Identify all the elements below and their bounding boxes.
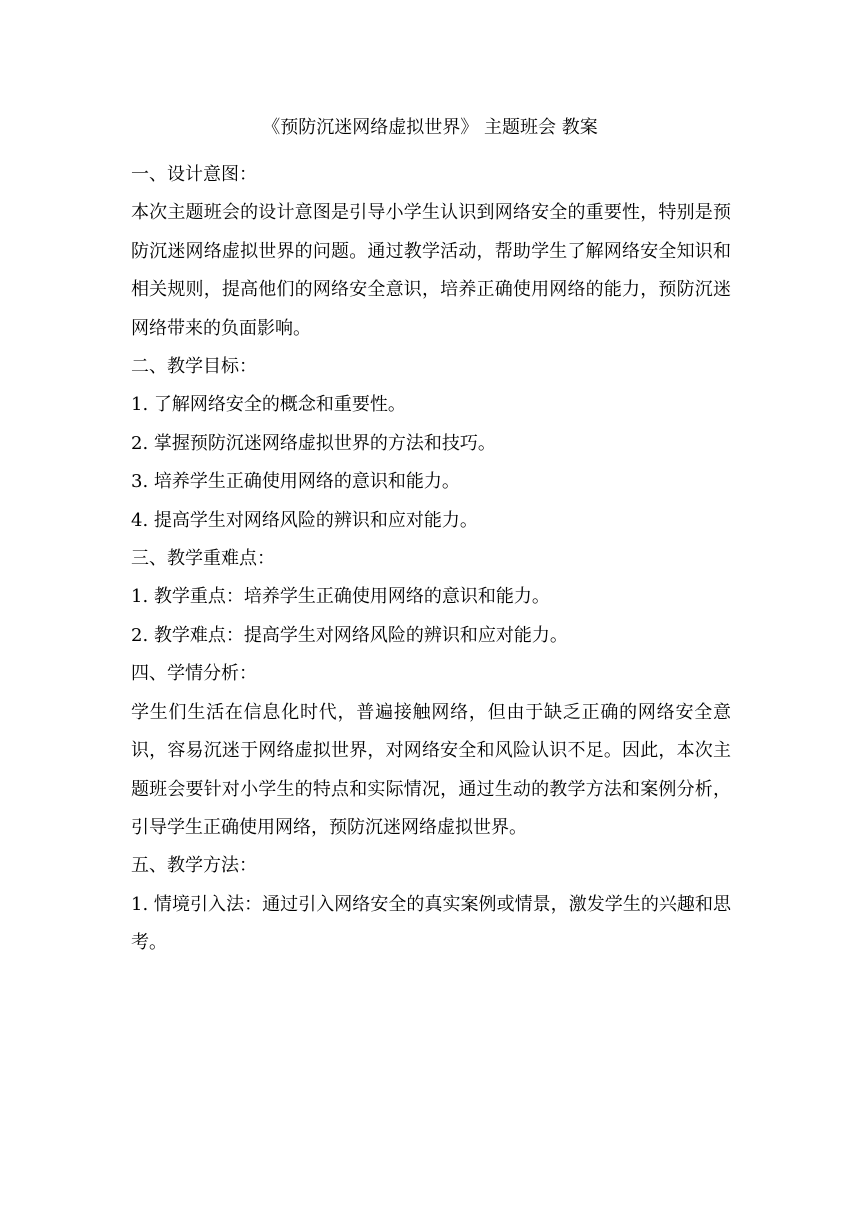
section-heading-teaching-goals: 二、教学目标： — [131, 356, 257, 378]
student-analysis-paragraph: 学生们生活在信息化时代，普遍接触网络，但由于缺乏正确的网络安全意识，容易沉迷于网络虚拟世界，对网络安全和风险认识不足。因此，本次主题班会要针对小学生的特点和实际情况，通过生动的教学方法和案例分析，引导学生正确使用网络，预防沉迷网络虚拟世界。 — [131, 701, 731, 838]
document-title: 《预防沉迷网络虚拟世界》 主题班会 教案 — [262, 117, 598, 138]
key-point-item: 2. 教学难点：提高学生对网络风险的辨识和应对能力。 — [131, 624, 568, 646]
section-heading-student-analysis: 四、学情分析： — [131, 663, 257, 685]
teaching-goal-item: 4. 提高学生对网络风险的辨识和应对能力。 — [131, 509, 478, 531]
teaching-method-item: 1. 情境引入法：通过引入网络安全的真实案例或情景，激发学生的兴趣和思考。 — [131, 893, 731, 954]
teaching-goal-item: 1. 了解网络安全的概念和重要性。 — [131, 394, 406, 416]
teaching-goal-item: 2. 掌握预防沉迷网络虚拟世界的方法和技巧。 — [131, 432, 496, 454]
section-heading-design-intent: 一、设计意图： — [131, 164, 257, 185]
section-heading-teaching-methods: 五、教学方法： — [131, 855, 257, 877]
design-intent-paragraph: 本次主题班会的设计意图是引导小学生认识到网络安全的重要性，特别是预防沉迷网络虚拟世界的问题。通过教学活动，帮助学生了解网络安全知识和相关规则，提高他们的网络安全意识，培养正确使用网络的能力，预防沉迷网络带来的负面影响。 — [131, 202, 731, 339]
document-body — [131, 156, 731, 963]
key-point-item: 1. 教学重点：培养学生正确使用网络的意识和能力。 — [131, 586, 550, 608]
teaching-goal-item: 3. 培养学生正确使用网络的意识和能力。 — [131, 471, 460, 493]
section-heading-key-points: 三、教学重难点： — [131, 548, 275, 570]
